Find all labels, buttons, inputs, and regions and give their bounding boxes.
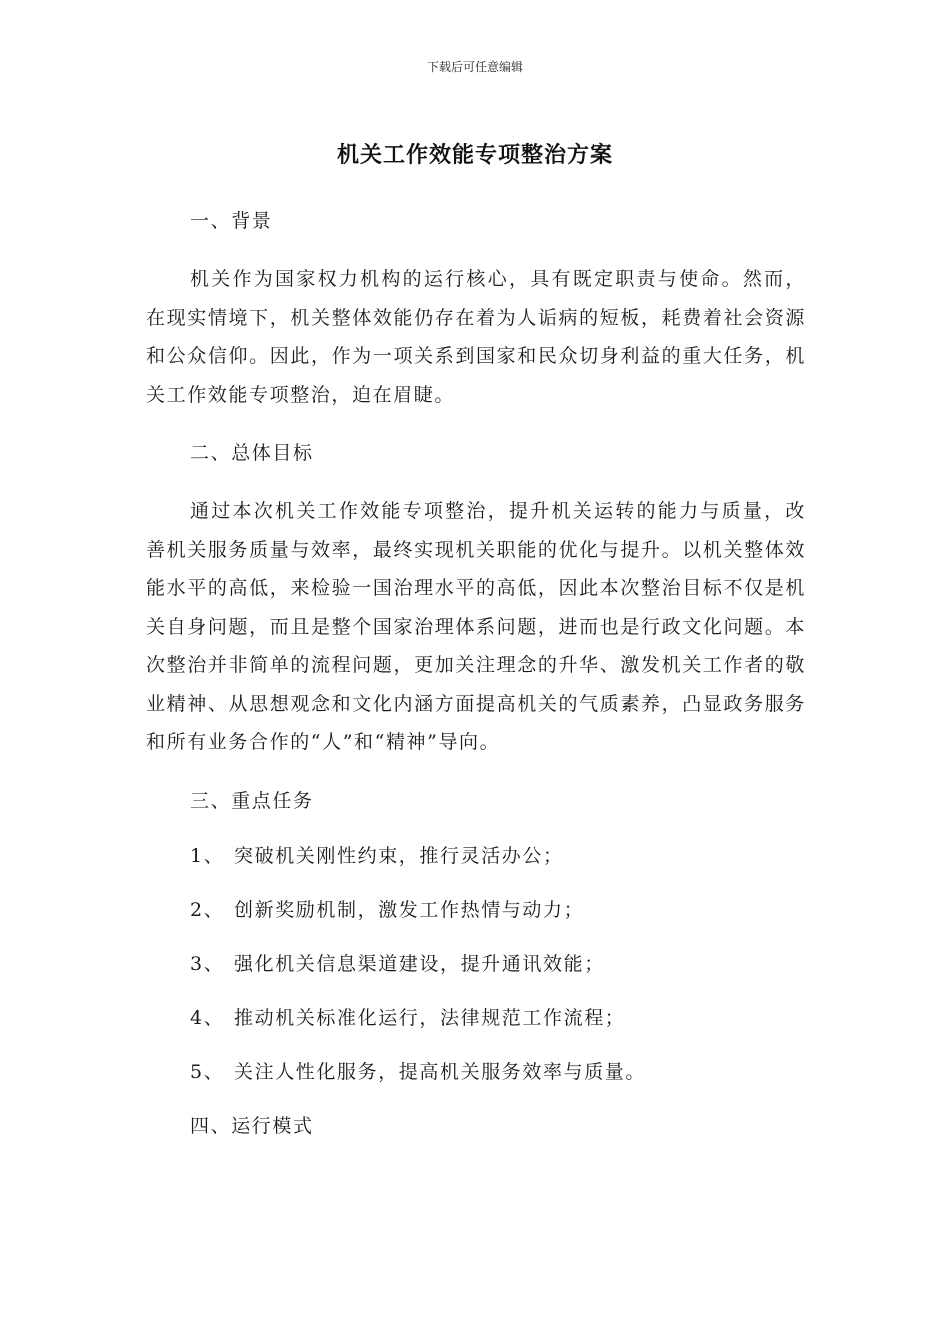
task-text: 强化机关信息渠道建设，提升通讯效能； (234, 952, 605, 975)
section-paragraph-goals: 通过本次机关工作效能专项整治，提升机关运转的能力与质量，改善机关服务质量与效率，最终实现机关职能的优化与提升。以机关整体效能水平的高低，来检验一国治理水平的高低，因此本次整治目标不仅是机关自身问题，而且是整个国家治理体系问题，进而也是行政文化问题。本次整治并非简单的流程问题，更加关注理念的升华、激发机关工作者的敬业精神、从思想观念和文化内涵方面提高机关的气质素养，凸显政务服务和所有业务合作的“人”和“精神”导向。 (146, 500, 806, 753)
task-number: 5、 (190, 1060, 225, 1083)
task-item (190, 1002, 806, 1034)
header-note: 下载后可任意编辑 (426, 60, 523, 74)
section-heading-mode: 四、运行模式 (190, 1114, 314, 1137)
task-item (190, 840, 806, 872)
document-body (146, 205, 806, 1165)
section-heading-tasks: 三、重点任务 (190, 789, 314, 812)
task-text: 关注人性化服务，提高机关服务效率与质量。 (234, 1060, 647, 1083)
section-heading-background: 一、背景 (190, 210, 273, 232)
task-text: 创新奖励机制，激发工作热情与动力； (234, 898, 585, 921)
task-number: 2、 (190, 898, 225, 921)
task-item (190, 1056, 806, 1088)
document-title: 机关工作效能专项整治方案 (336, 143, 613, 168)
section-paragraph-background: 机关作为国家权力机构的运行核心，具有既定职责与使命。然而，在现实情境下，机关整体效能仍存在着为人诟病的短板，耗费着社会资源和公众信仰。因此，作为一项关系到国家和民众切身利益的重大任务，机关工作效能专项整治，迫在眉睫。 (146, 268, 806, 406)
task-text: 推动机关标准化运行，法律规范工作流程； (234, 1006, 626, 1029)
section-heading-goals: 二、总体目标 (190, 442, 314, 464)
task-number: 3、 (190, 952, 225, 975)
task-number: 1、 (190, 844, 225, 867)
task-item (190, 948, 806, 980)
task-number: 4、 (190, 1006, 225, 1029)
task-item (190, 894, 806, 926)
task-text: 突破机关刚性约束，推行灵活办公； (234, 844, 564, 867)
